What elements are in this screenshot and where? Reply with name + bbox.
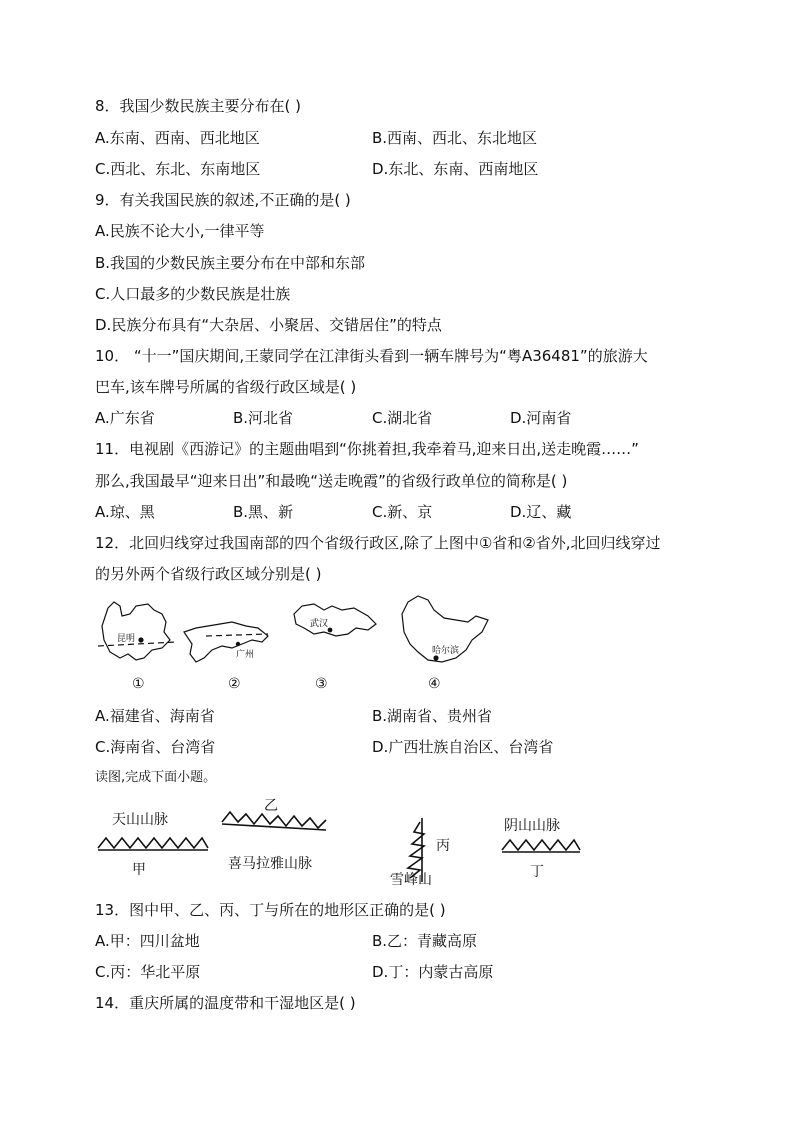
province-maps-figure	[92, 592, 512, 696]
question-10-option-b: B.河北省	[233, 409, 294, 427]
question-9-option-c: C.人口最多的少数民族是壮族	[95, 285, 291, 303]
question-10-option-c: C.湖北省	[372, 409, 433, 427]
question-10-stem-line-2: 巴车,该车牌号所属的省级行政区域是( )	[95, 378, 357, 396]
label-yinshan: 阴山山脉	[504, 818, 560, 834]
map-city-wuhan: 武汉	[310, 619, 329, 629]
label-tianshan: 天山山脉	[112, 812, 168, 828]
question-14-stem: 14．重庆所属的温度带和干湿地区是( )	[95, 994, 356, 1012]
question-11-option-d: D.辽、藏	[510, 503, 572, 521]
question-12-option-a: A.福建省、海南省	[95, 707, 215, 725]
question-13-stem: 13．图中甲、乙、丙、丁与所在的地形区正确的是( )	[95, 901, 446, 919]
question-13-option-a: A.甲：四川盆地	[95, 932, 200, 950]
map-number-4: ④	[428, 676, 441, 692]
question-13-option-c: C.丙：华北平原	[95, 963, 201, 981]
question-10-option-d: D.河南省	[510, 409, 572, 427]
question-11-stem-line-1: 11．电视剧《西游记》的主题曲唱到“你挑着担,我牵着马,迎来日出,送走晚霞……”	[95, 440, 639, 458]
label-xuefeng: 雪峰山	[390, 872, 432, 888]
mountain-symbols-drawing	[92, 792, 592, 892]
question-13-option-d: D.丁：内蒙古高原	[372, 963, 494, 981]
map-number-1: ①	[132, 676, 145, 692]
question-8-option-d: D.东北、东南、西南地区	[372, 160, 539, 178]
question-10-stem-line-1: 10． “十一”国庆期间,王蒙同学在江津街头看到一辆车牌号为“粤A36481”的旅游大	[95, 347, 648, 365]
question-9-option-d: D.民族分布具有“大杂居、小聚居、交错居住”的特点	[95, 316, 442, 334]
map-number-3: ③	[315, 676, 328, 692]
question-12-stem-line-2: 的另外两个省级行政区域分别是( )	[95, 565, 322, 583]
label-bing: 丙	[436, 838, 450, 854]
label-jia: 甲	[132, 862, 146, 878]
mountains-figure	[92, 792, 592, 892]
question-10-option-a: A.广东省	[95, 409, 155, 427]
label-himalaya: 喜马拉雅山脉	[228, 856, 312, 872]
label-ding: 丁	[530, 864, 544, 880]
question-8-option-c: C.西北、东北、东南地区	[95, 160, 261, 178]
label-yi: 乙	[264, 798, 278, 814]
map-city-guangzhou: 广州	[236, 650, 255, 660]
question-13-option-b: B.乙：青藏高原	[372, 932, 478, 950]
question-12-option-b: B.湖南省、贵州省	[372, 707, 493, 725]
map-city-kunming: 昆明	[117, 634, 136, 644]
question-9-option-a: A.民族不论大小,一律平等	[95, 222, 265, 240]
reading-intro: 读图,完成下面小题。	[95, 770, 217, 785]
question-9-option-b: B.我国的少数民族主要分布在中部和东部	[95, 254, 366, 272]
question-12-option-d: D.广西壮族自治区、台湾省	[372, 738, 554, 756]
question-8-option-a: A.东南、西南、西北地区	[95, 129, 260, 147]
question-12-stem-line-1: 12．北回归线穿过我国南部的四个省级行政区,除了上图中①省和②省外,北回归线穿过	[95, 534, 661, 552]
province-maps-drawing	[92, 592, 512, 696]
question-11-option-b: B.黑、新	[233, 503, 294, 521]
question-11-option-a: A.琼、黑	[95, 503, 155, 521]
map-city-harbin: 哈尔滨	[432, 646, 460, 656]
question-11-stem-line-2: 那么,我国最早“迎来日出”和最晚“送走晚霞”的省级行政单位的简称是( )	[95, 472, 568, 490]
map-number-2: ②	[228, 676, 241, 692]
question-12-option-c: C.海南省、台湾省	[95, 738, 216, 756]
question-8-option-b: B.西南、西北、东北地区	[372, 129, 538, 147]
question-9-stem: 9．有关我国民族的叙述,不正确的是( )	[95, 191, 351, 209]
question-11-option-c: C.新、京	[372, 503, 433, 521]
question-8-stem: 8．我国少数民族主要分布在( )	[95, 97, 302, 115]
